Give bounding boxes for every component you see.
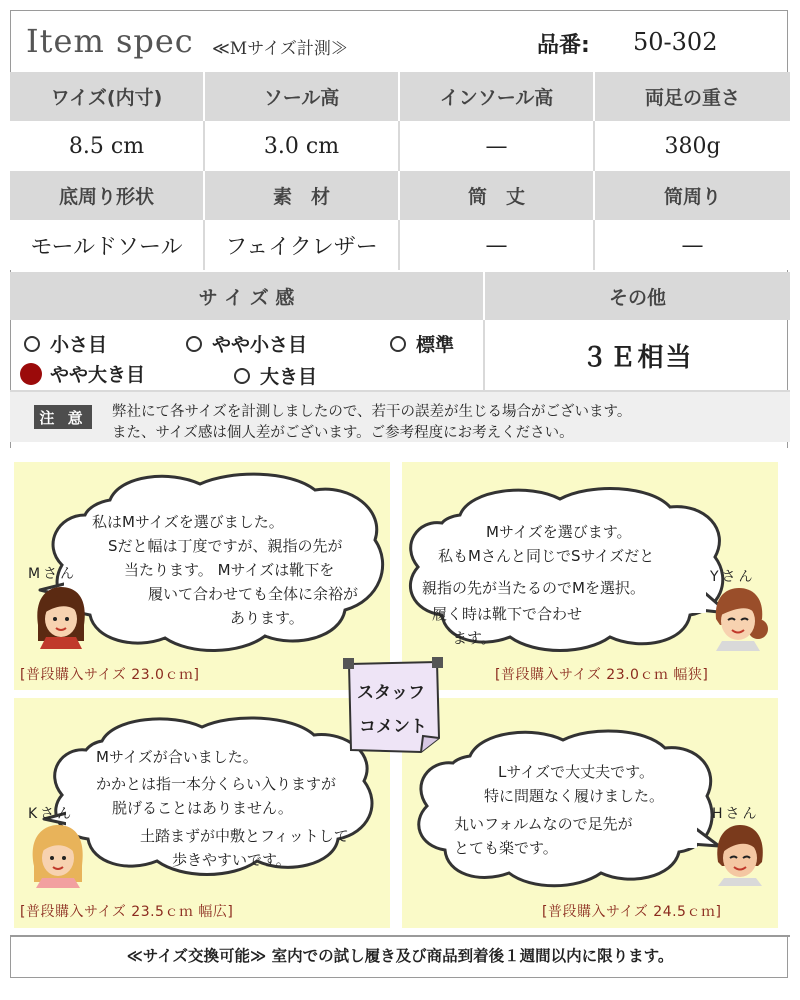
value-shaft-circumference: —: [595, 220, 790, 270]
commenter-name: Yさん: [710, 569, 756, 585]
radio-circle-icon: [390, 336, 406, 352]
size-option-slightly-large: やや大き目: [20, 360, 145, 387]
sticky-note-icon: [341, 656, 447, 756]
comment-line: 私もMさんと同じでSサイズだと: [438, 547, 655, 565]
comment-line: 私はMサイズを選びました。: [92, 513, 284, 531]
comment-line: Lサイズで大丈夫です。: [498, 763, 654, 781]
header-sole-shape: 底周り形状: [10, 171, 205, 220]
size-option-standard: 標準: [390, 330, 454, 357]
comment-line: 履く時は靴下で合わせ: [432, 605, 583, 623]
header-material: 素 材: [205, 171, 400, 220]
comment-line: かかとは指一本分くらい入りますが: [96, 775, 337, 793]
value-sole-shape: モールドソール: [10, 220, 205, 270]
footer-exchange-notice: ≪サイズ交換可能≫ 室内での試し履き及び商品到着後１週間以内に限ります。: [126, 947, 674, 965]
product-number: 50-302: [633, 28, 718, 56]
speech-bubble: [415, 728, 720, 890]
commenter-name: Hさん: [712, 806, 760, 822]
radio-circle-icon: [234, 368, 250, 384]
comment-line: 歩きやすいです。: [172, 851, 291, 869]
commenter-name: Mさん: [28, 566, 78, 582]
other-header: その他: [485, 272, 790, 320]
commenter-name: Kさん: [28, 806, 75, 822]
staff-comment-line-1: スタッフ: [357, 683, 425, 703]
avatar-blonde-hair-icon: [28, 822, 88, 888]
value-shaft-height: —: [400, 220, 595, 270]
header-weight: 両足の重さ: [595, 72, 790, 121]
radio-circle-icon: [24, 336, 40, 352]
header-shaft-height: 筒 丈: [400, 171, 595, 220]
purchase-size: [普段購入サイズ 23.0ｃｍ 幅狭]: [495, 667, 709, 683]
notice-line-1: 弊社にて各サイズを計測しましたので、若干の誤差が生じる場合がございます。: [112, 404, 632, 420]
comment-line: Mサイズが合いました。: [96, 748, 258, 766]
spec-table-2: [10, 171, 790, 270]
comment-line: Mサイズを選びます。: [486, 523, 632, 541]
spec-table-1: [10, 72, 790, 171]
value-insole-height: —: [400, 121, 595, 171]
other-value: ３Ｅ相当: [581, 342, 694, 373]
purchase-size: [普段購入サイズ 24.5ｃｍ]: [542, 904, 722, 920]
purchase-size: [普段購入サイズ 23.0ｃｍ]: [20, 667, 200, 683]
comment-line: 履いて合わせても全体に余裕が: [148, 585, 359, 603]
size-option-large: 大き目: [234, 362, 317, 389]
comment-line: 親指の先が当たるのでMを選択。: [422, 579, 645, 597]
size-feel-header: サ イ ズ 感: [10, 272, 483, 320]
size-option-slightly-small: やや小さ目: [186, 330, 307, 357]
comment-line: 当たります。 Mサイズは靴下を: [124, 561, 335, 579]
comment-line: 脱げることはありません。: [112, 799, 293, 817]
header-sole-height: ソール高: [205, 72, 400, 121]
comment-line: 特に問題なく履けました。: [484, 787, 665, 805]
size-option-small: 小さ目: [24, 330, 107, 357]
page-subtitle: ≪Mサイズ計測≫: [212, 39, 348, 59]
value-sole-height: 3.0 cm: [205, 121, 400, 171]
selected-circle-icon: [20, 363, 42, 385]
header-width: ワイズ(内寸): [10, 72, 205, 121]
comment-line: 土踏まずが中敷とフィットして: [140, 827, 349, 845]
header-insole-height: インソール高: [400, 72, 595, 121]
speech-bubble: [400, 485, 730, 655]
notice-badge: 注 意: [34, 405, 92, 429]
value-material: フェイクレザー: [205, 220, 400, 270]
value-width: 8.5 cm: [10, 121, 205, 171]
avatar-dark-hair-icon: [32, 585, 90, 649]
comment-line: 丸いフォルムなので足先が: [454, 815, 633, 833]
comment-line: あります。: [230, 609, 304, 627]
value-weight: 380g: [595, 121, 790, 171]
staff-comment-note: [341, 656, 447, 756]
divider: [10, 935, 790, 937]
page-title: Item spec: [26, 22, 194, 60]
header-shaft-circumference: 筒周り: [595, 171, 790, 220]
comment-line: ます。: [452, 629, 496, 647]
avatar-short-hair-icon: [710, 822, 770, 886]
comment-line: とても楽です。: [454, 839, 558, 857]
product-number-label: 品番:: [537, 33, 590, 58]
staff-comment-line-2: コメント: [359, 717, 427, 737]
comment-line: Sだと幅は丁度ですが、親指の先が: [108, 537, 343, 555]
purchase-size: [普段購入サイズ 23.5ｃｍ 幅広]: [20, 904, 234, 920]
radio-circle-icon: [186, 336, 202, 352]
avatar-ponytail-icon: [708, 585, 770, 651]
notice-line-2: また、サイズ感は個人差がございます。ご参考程度にお考えください。: [112, 425, 574, 441]
